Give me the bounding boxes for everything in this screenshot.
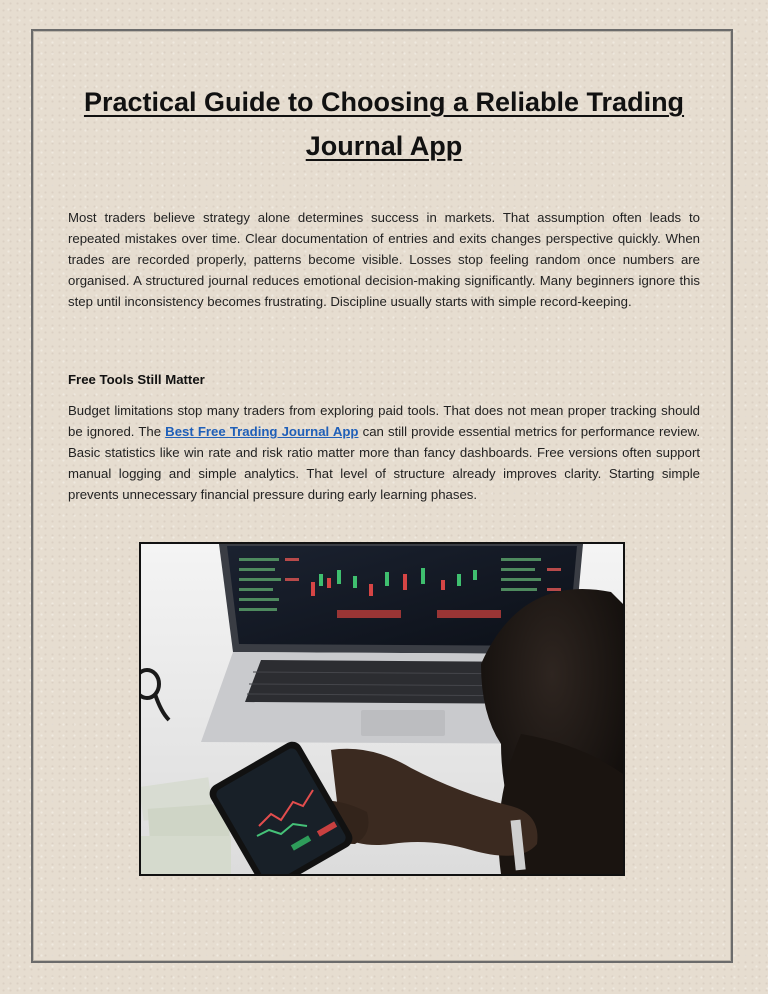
intro-paragraph: Most traders believe strategy alone determines success in markets. That assumption often leads to repeated mistakes over time. Clear documentation of entries and exits changes perspective quickly. When trades are recorded properly, patterns become visible. Losses stop feeling random once numbers are organised. A structured journal reduces emotional decision-making significantly. Many beginners ignore this step until inconsistency becomes frustrating. Discipline usually starts with simple record-keeping. [68, 210, 700, 309]
section-paragraph [68, 400, 700, 505]
best-free-trading-journal-app-link[interactable]: Best Free Trading Journal App [165, 424, 359, 439]
section-text-after-link: can still provide essential metrics for performance review. Basic statistics like win rate and risk ratio matter more than fancy dashboards. Free versions often support manual logging and simple analytics. That level of structure already improves clarity. Starting simple prevents unnecessary financial pressure during early learning phases. [68, 424, 700, 502]
section-text-before-link: Budget limitations stop many traders from exploring paid tools. That does not mean proper tracking should be ignored. The [68, 403, 700, 439]
section-heading: Free Tools Still Matter [68, 372, 205, 387]
trading-desk-photo [139, 542, 625, 876]
document-title: Practical Guide to Choosing a Reliable Trading Journal App [83, 87, 685, 161]
